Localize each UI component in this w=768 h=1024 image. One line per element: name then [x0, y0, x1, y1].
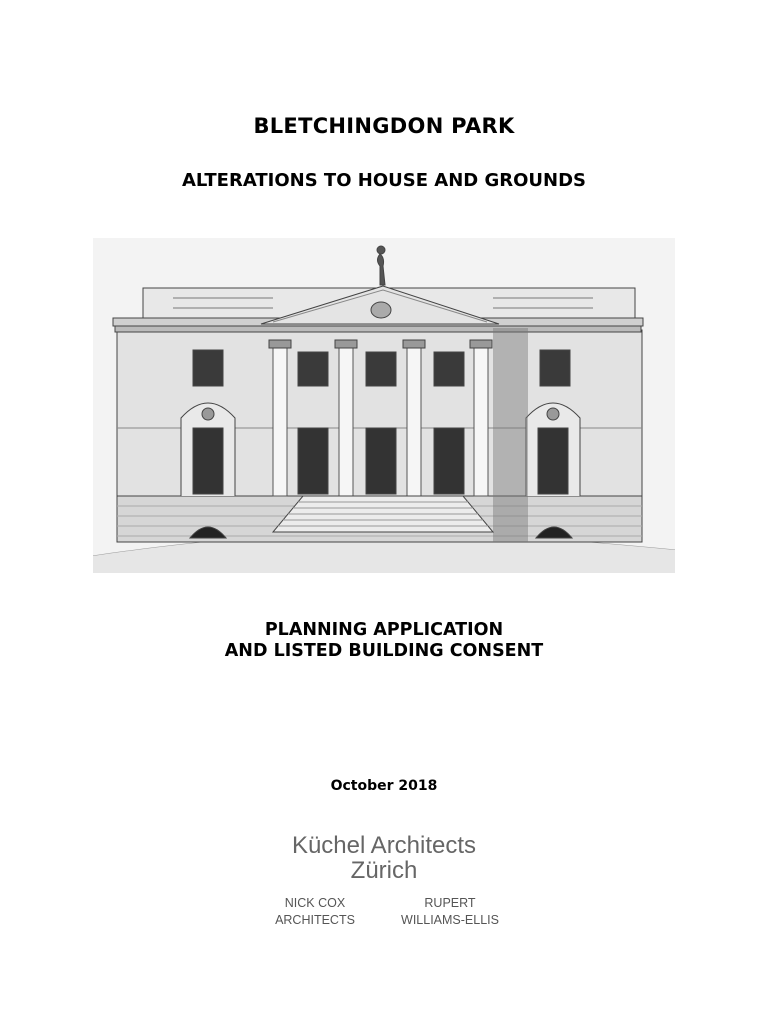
- application-line-2: AND LISTED BUILDING CONSENT: [224, 641, 544, 661]
- nick-cox-architects-logo: [255, 895, 375, 929]
- rupert-line-1: RUPERT: [424, 896, 476, 910]
- application-line-1: PLANNING APPLICATION: [264, 620, 504, 640]
- facade-elevation-drawing: [93, 238, 675, 573]
- document-date: October 2018: [330, 778, 438, 794]
- application-heading: [0, 620, 768, 662]
- kuchel-logo-line-2: Zürich: [350, 857, 418, 884]
- nick-cox-line-2: ARCHITECTS: [275, 913, 355, 927]
- rupert-williams-ellis-logo: [385, 895, 515, 929]
- kuchel-architects-logo: [0, 833, 768, 883]
- document-title: BLETCHINGDON PARK: [253, 114, 515, 138]
- nick-cox-line-1: NICK COX: [284, 896, 346, 910]
- rupert-line-2: WILLIAMS-ELLIS: [401, 913, 499, 927]
- kuchel-logo-line-1: Küchel Architects: [291, 832, 477, 859]
- document-subtitle: ALTERATIONS TO HOUSE AND GROUNDS: [181, 170, 587, 191]
